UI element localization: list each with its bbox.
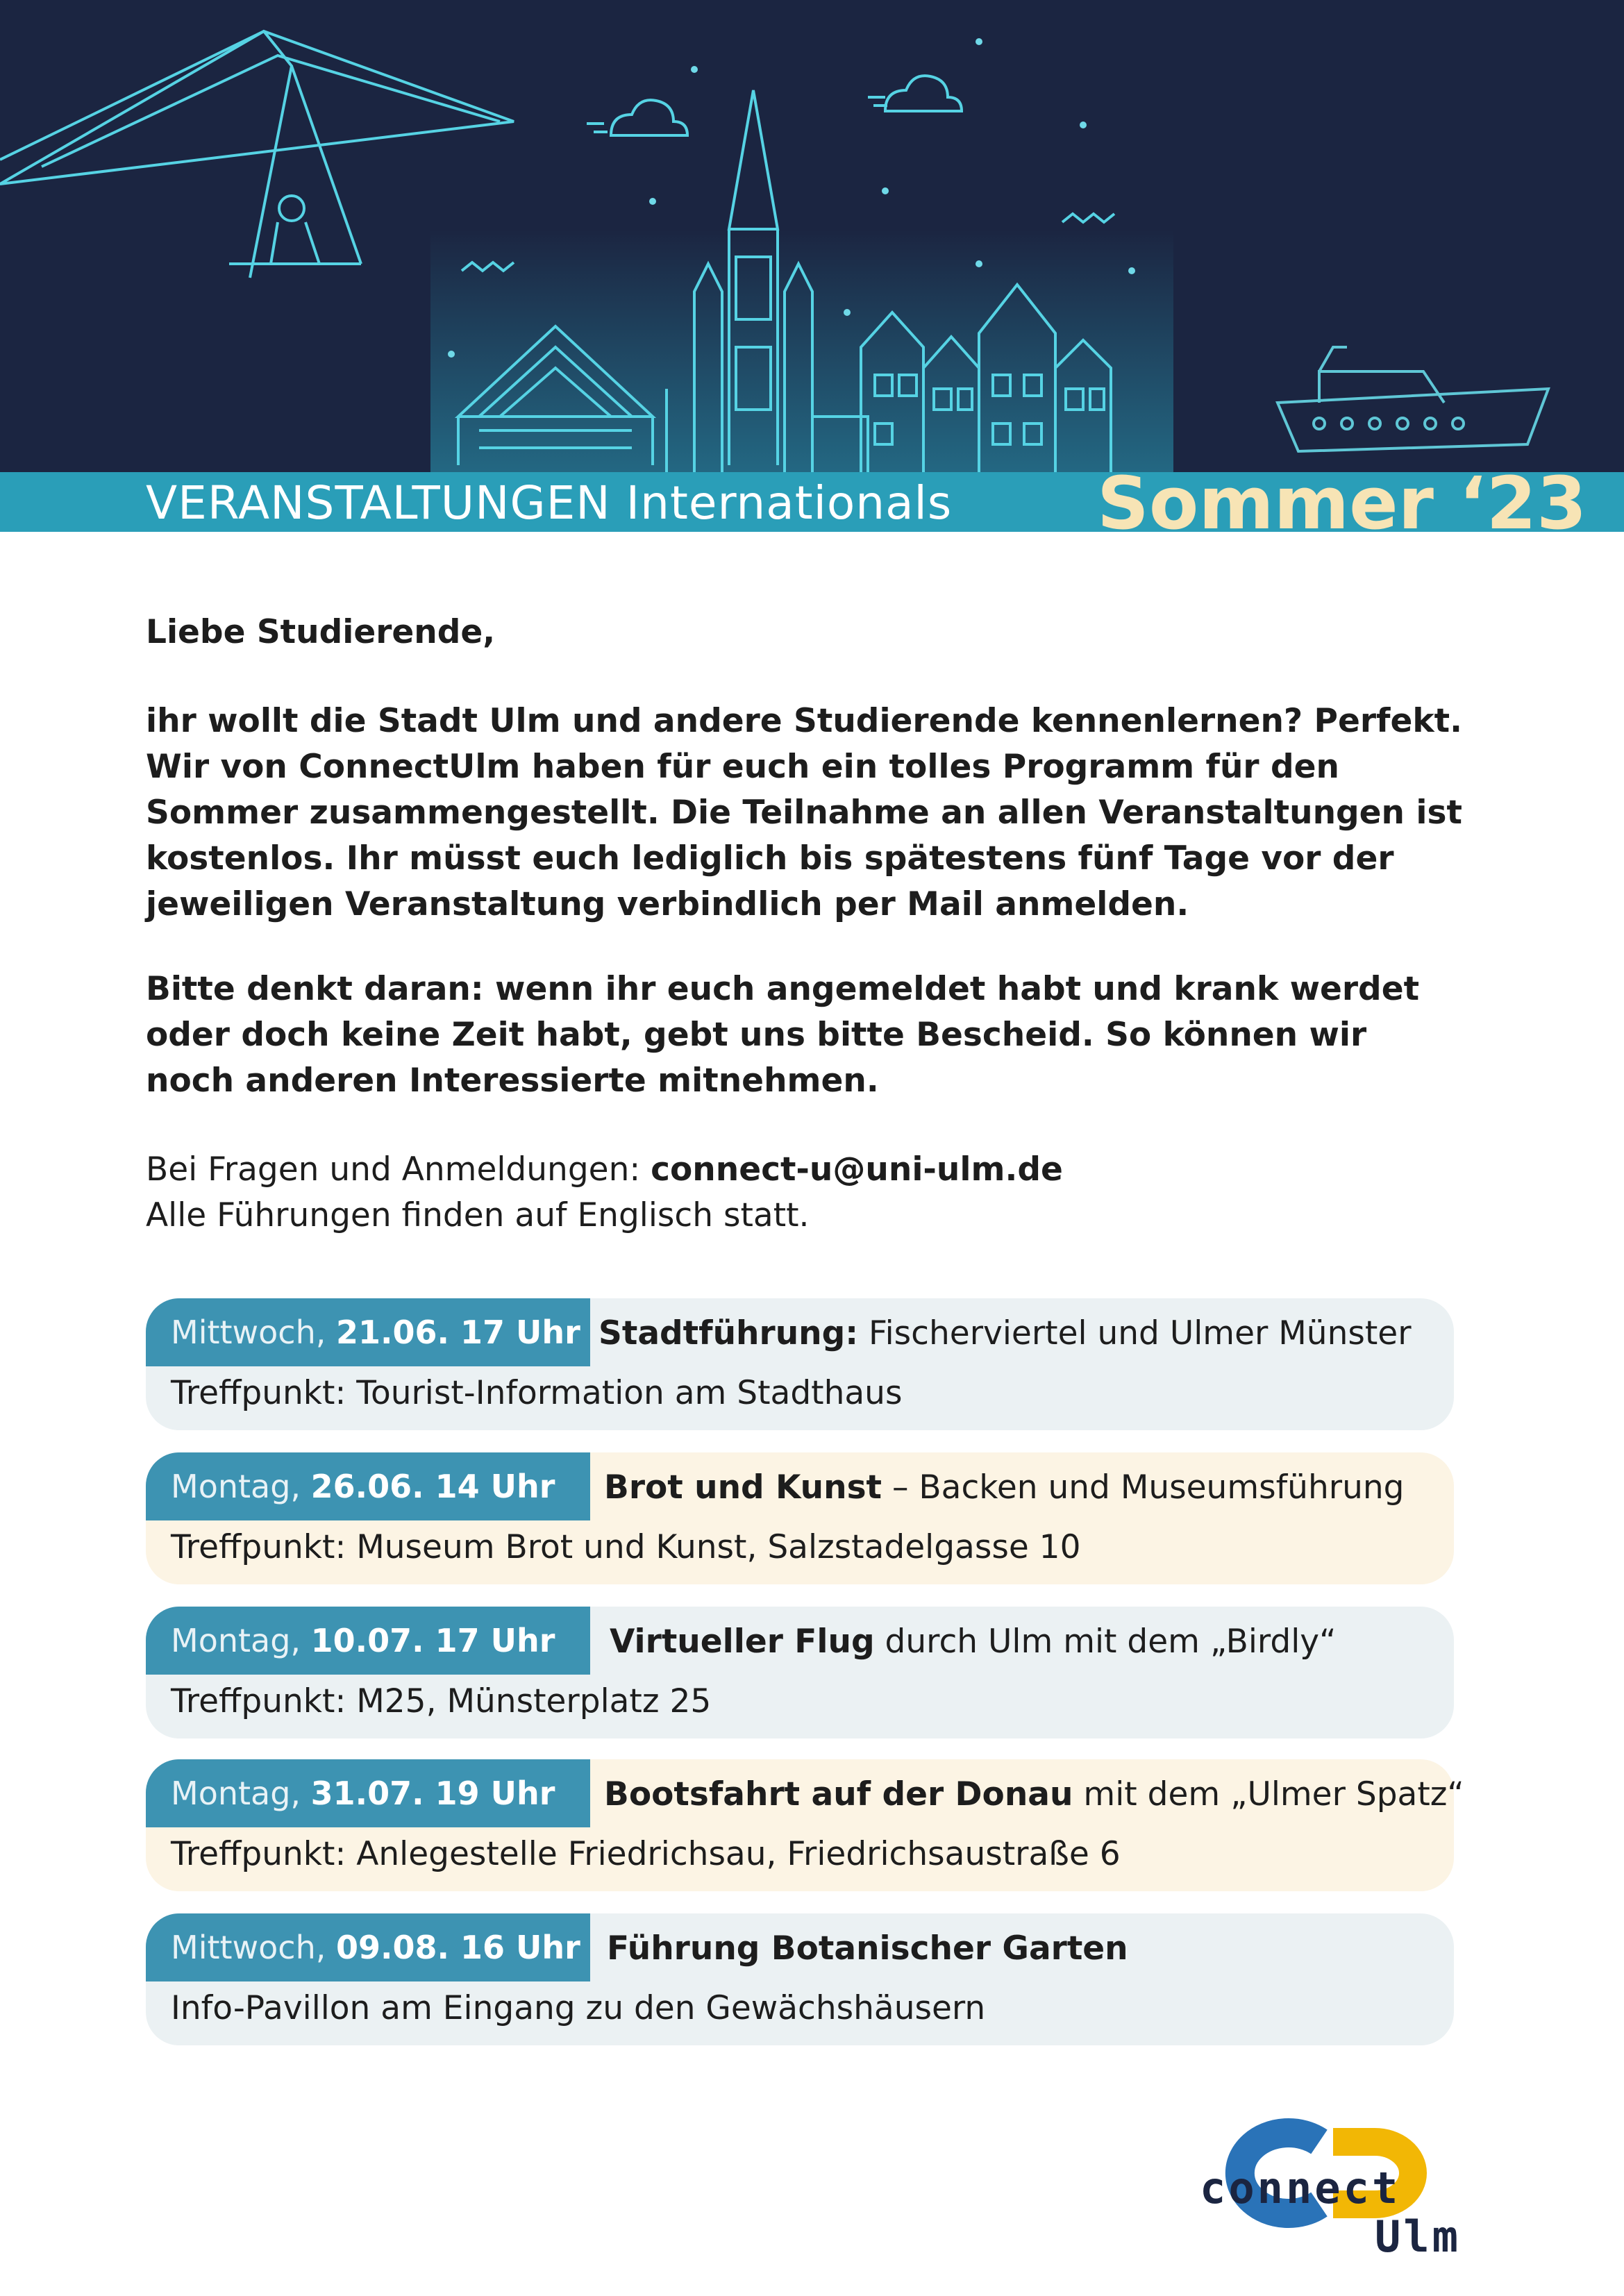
- event-place: Treffpunkt: Museum Brot und Kunst, Salzstadelgasse 10: [171, 1528, 1081, 1566]
- event-date: Mittwoch, 21.06. 17 Uhr: [146, 1298, 590, 1366]
- reminder-paragraph: Bitte denkt daran: wenn ihr euch angemeldet habt und krank werdet oder doch keine Zeit habt, gebt uns bitte Bescheid. So können wir noch anderen Interessierte mitnehmen.: [146, 970, 1420, 1100]
- event-title: Führung Botanischer Garten: [607, 1929, 1128, 1968]
- event-place: Treffpunkt: Anlegestelle Friedrichsau, Friedrichsaustraße 6: [171, 1835, 1121, 1873]
- boat-icon: [1278, 347, 1548, 451]
- logo-word-ulm: Ulm: [1375, 2211, 1461, 2262]
- event-place: Treffpunkt: M25, Münsterplatz 25: [171, 1682, 712, 1720]
- greeting: Liebe Studierende,: [146, 613, 496, 651]
- header-title: VERANSTALTUNGEN Internationals: [146, 476, 953, 530]
- event-card: [146, 1607, 1454, 1738]
- event-title: Brot und Kunst – Backen und Museumsführung: [604, 1468, 1405, 1507]
- event-date: Montag, 10.07. 17 Uhr: [146, 1607, 590, 1675]
- event-title: Bootsfahrt auf der Donau mit dem „Ulmer Spatz“: [604, 1775, 1464, 1813]
- event-card: [146, 1913, 1454, 2045]
- event-title: Stadtführung: Fischerviertel und Ulmer Münster: [598, 1314, 1412, 1352]
- event-title: Virtueller Flug durch Ulm mit dem „Birdly“: [610, 1623, 1337, 1661]
- event-place: Info-Pavillon am Eingang zu den Gewächshäusern: [171, 1989, 986, 2027]
- contact-label: Bei Fragen und Anmeldungen:: [146, 1150, 651, 1189]
- city-skyline-illustration: [0, 0, 1624, 472]
- contact-email-link[interactable]: connect-u@uni-ulm.de: [651, 1150, 1063, 1189]
- event-place: Treffpunkt: Tourist-Information am Stadthaus: [171, 1374, 903, 1412]
- intro-paragraph: ihr wollt die Stadt Ulm und andere Studierende kennenlernen? Perfekt. Wir von ConnectUlm haben für euch ein tolles Programm für den Sommer zusammengestellt. Die Teilnahme an allen Veranstaltungen ist kostenlos. Ihr müsst euch lediglich bis spätestens fünf Tage vor der jeweiligen Veranstaltung verbindlich per Mail anmelden.: [146, 702, 1462, 923]
- header-illustration: [0, 0, 1624, 472]
- contact-block: [146, 1147, 1465, 1239]
- event-date: Montag, 31.07. 19 Uhr: [146, 1759, 590, 1827]
- season-title: Sommer ‘23: [1097, 461, 1587, 546]
- event-date: Mittwoch, 09.08. 16 Uhr: [146, 1913, 590, 1981]
- event-card: [146, 1452, 1454, 1584]
- language-note: Alle Führungen finden auf Englisch statt.: [146, 1196, 810, 1234]
- event-card: [146, 1759, 1464, 1891]
- event-card: [146, 1298, 1454, 1430]
- event-date: Montag, 26.06. 14 Uhr: [146, 1452, 590, 1520]
- logo-word-connect: connect: [1200, 2163, 1401, 2213]
